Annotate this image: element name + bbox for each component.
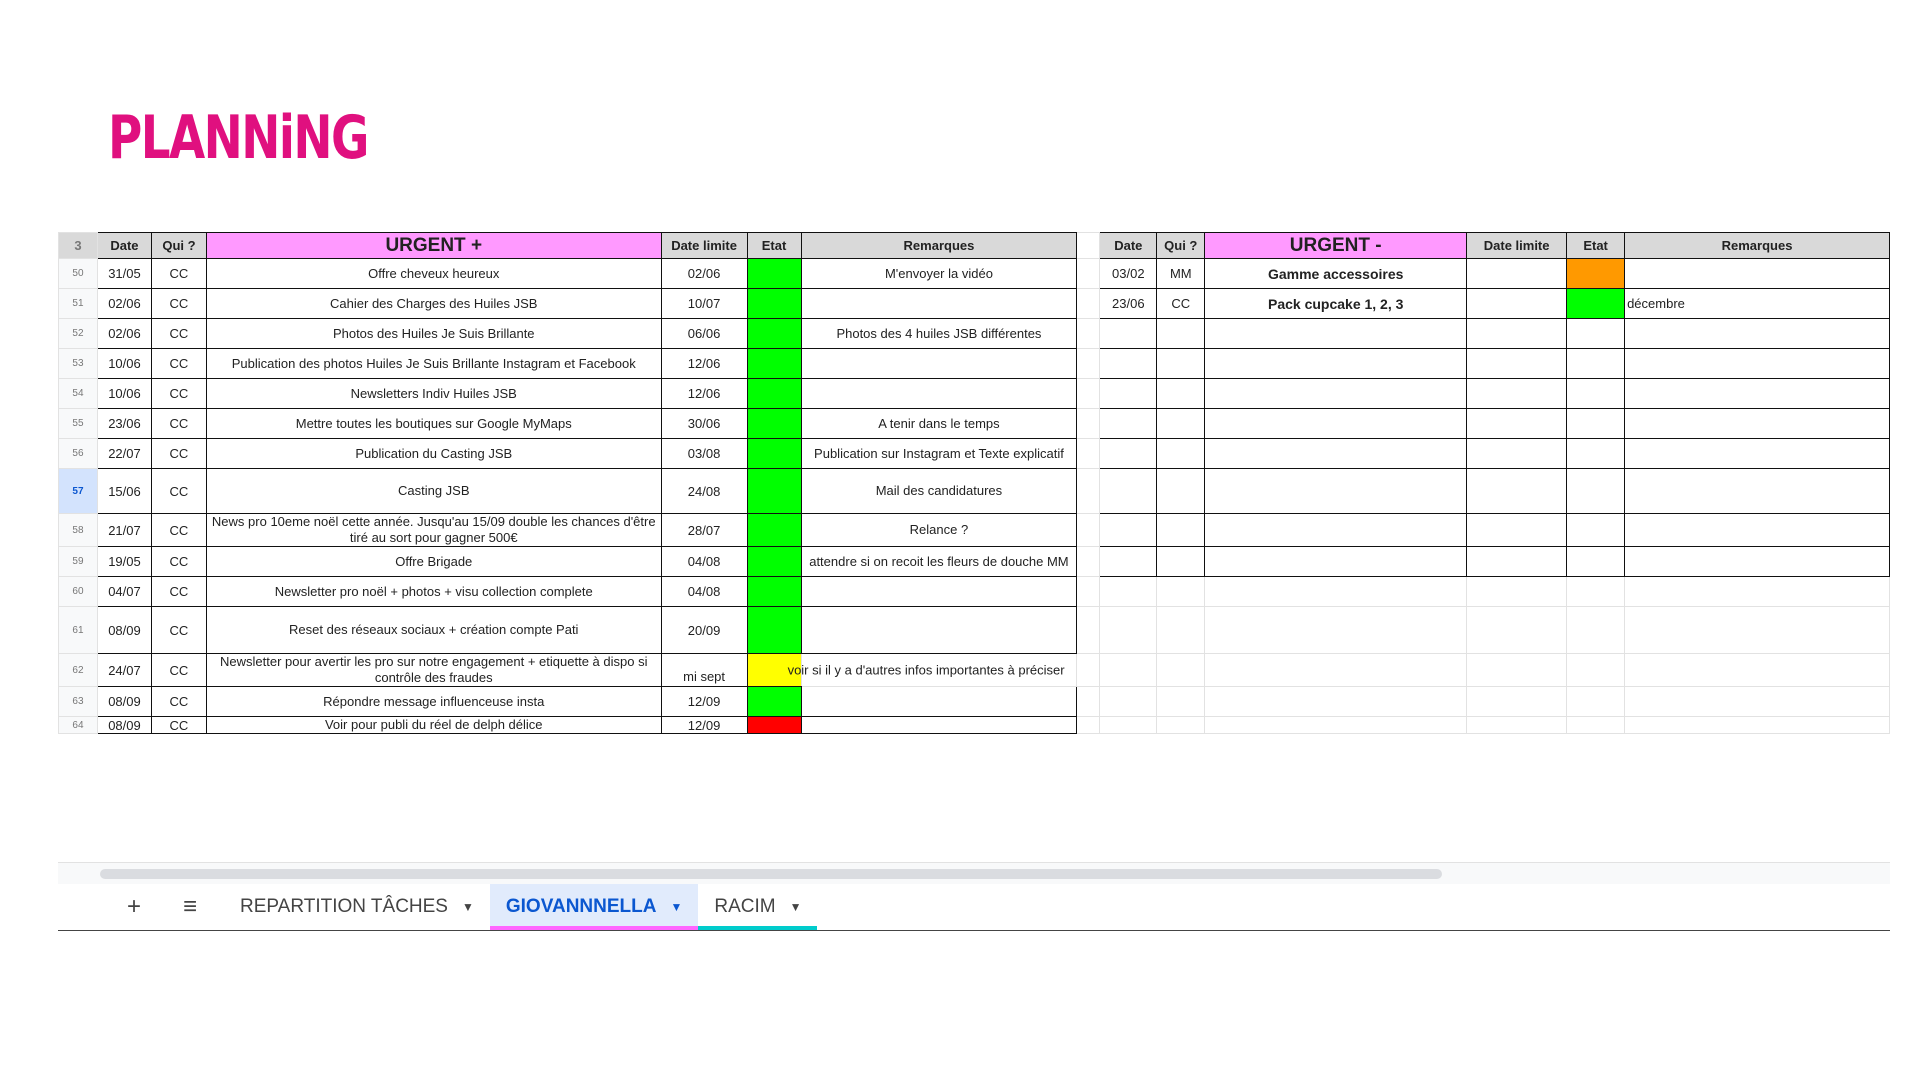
- task-cell[interactable]: Pack cupcake 1, 2, 3: [1205, 289, 1467, 319]
- deadline-cell[interactable]: 04/08: [661, 547, 747, 577]
- date-cell[interactable]: [1100, 349, 1157, 379]
- row-number[interactable]: 59: [59, 547, 98, 577]
- date-cell[interactable]: 10/06: [97, 379, 151, 409]
- date-cell[interactable]: 22/07: [97, 439, 151, 469]
- date-cell[interactable]: [1100, 469, 1157, 514]
- column-header[interactable]: Qui ?: [151, 233, 206, 259]
- status-cell[interactable]: [1567, 547, 1625, 577]
- task-cell[interactable]: Newsletter pour avertir les pro sur notre engagement + etiquette à dispo si contrôle des fraudes: [206, 654, 661, 687]
- task-cell[interactable]: Répondre message influenceuse insta: [206, 687, 661, 717]
- status-cell[interactable]: [1567, 717, 1625, 734]
- horizontal-scrollbar[interactable]: [58, 862, 1890, 885]
- task-cell[interactable]: [1205, 717, 1467, 734]
- date-cell[interactable]: [1100, 409, 1157, 439]
- table-row: [59, 654, 1890, 687]
- row-number[interactable]: 62: [59, 654, 98, 687]
- remark-cell[interactable]: [1625, 654, 1890, 687]
- column-header[interactable]: Remarques: [801, 233, 1077, 259]
- owner-cell[interactable]: [1157, 439, 1205, 469]
- gap-cell[interactable]: [1077, 349, 1100, 379]
- row-number[interactable]: 50: [59, 259, 98, 289]
- remark-cell[interactable]: M'envoyer la vidéo: [801, 259, 1077, 289]
- status-cell[interactable]: [1567, 409, 1625, 439]
- owner-cell[interactable]: CC: [151, 349, 206, 379]
- task-cell[interactable]: [1205, 607, 1467, 654]
- sheet-tab-bar: [58, 884, 1890, 931]
- remark-cell[interactable]: [801, 349, 1077, 379]
- deadline-cell[interactable]: 10/07: [661, 289, 747, 319]
- tab-repartition-taches[interactable]: [224, 884, 490, 930]
- row-number[interactable]: 55: [59, 409, 98, 439]
- remark-cell[interactable]: Photos des 4 huiles JSB différentes: [801, 319, 1077, 349]
- status-cell[interactable]: [747, 469, 801, 514]
- owner-cell[interactable]: [1157, 577, 1205, 607]
- deadline-cell[interactable]: 12/09: [661, 687, 747, 717]
- table-row: [59, 577, 1890, 607]
- status-cell[interactable]: [1567, 577, 1625, 607]
- date-cell[interactable]: 08/09: [97, 607, 151, 654]
- tab-label: GIOVANNNELLA: [505, 896, 657, 917]
- gap-cell[interactable]: [1077, 289, 1100, 319]
- status-cell[interactable]: [1567, 654, 1625, 687]
- gap-cell[interactable]: [1077, 687, 1100, 717]
- task-cell[interactable]: Offre Brigade: [206, 547, 661, 577]
- remark-cell[interactable]: [1625, 607, 1890, 654]
- row-number[interactable]: 52: [59, 319, 98, 349]
- owner-cell[interactable]: [1157, 514, 1205, 547]
- task-cell[interactable]: [1205, 547, 1467, 577]
- gap-cell[interactable]: [1077, 654, 1100, 687]
- status-cell[interactable]: [747, 514, 801, 547]
- owner-cell[interactable]: CC: [151, 654, 206, 687]
- owner-cell[interactable]: CC: [151, 469, 206, 514]
- date-cell[interactable]: 10/06: [97, 349, 151, 379]
- date-cell[interactable]: 08/09: [97, 687, 151, 717]
- column-header[interactable]: URGENT +: [206, 233, 661, 259]
- deadline-cell[interactable]: 12/09: [661, 717, 747, 734]
- date-cell[interactable]: [1100, 439, 1157, 469]
- owner-cell[interactable]: [1157, 349, 1205, 379]
- task-cell[interactable]: Newsletters Indiv Huiles JSB: [206, 379, 661, 409]
- gap-cell[interactable]: [1077, 514, 1100, 547]
- date-cell[interactable]: [1100, 654, 1157, 687]
- gap-cell[interactable]: [1077, 439, 1100, 469]
- task-cell[interactable]: Casting JSB: [206, 469, 661, 514]
- task-cell[interactable]: Cahier des Charges des Huiles JSB: [206, 289, 661, 319]
- table-row: [59, 514, 1890, 547]
- remark-cell[interactable]: [1625, 379, 1890, 409]
- deadline-cell[interactable]: 12/06: [661, 379, 747, 409]
- date-cell[interactable]: 19/05: [97, 547, 151, 577]
- table-row: [59, 349, 1890, 379]
- remark-cell[interactable]: [1625, 577, 1890, 607]
- remark-cell[interactable]: [1625, 349, 1890, 379]
- deadline-cell[interactable]: [1467, 409, 1567, 439]
- task-cell[interactable]: Gamme accessoires: [1205, 259, 1467, 289]
- task-cell[interactable]: Reset des réseaux sociaux + création compte Pati: [206, 607, 661, 654]
- gap-cell[interactable]: [1077, 469, 1100, 514]
- table-row: [59, 717, 1890, 734]
- date-cell[interactable]: [1100, 577, 1157, 607]
- owner-cell[interactable]: CC: [151, 259, 206, 289]
- status-cell[interactable]: [747, 349, 801, 379]
- deadline-cell[interactable]: 12/06: [661, 349, 747, 379]
- task-cell[interactable]: Photos des Huiles Je Suis Brillante: [206, 319, 661, 349]
- remark-cell[interactable]: [1625, 259, 1890, 289]
- status-cell[interactable]: [747, 409, 801, 439]
- gap-cell[interactable]: [1077, 379, 1100, 409]
- remark-cell[interactable]: [1625, 687, 1890, 717]
- deadline-cell[interactable]: [1467, 259, 1567, 289]
- table-row: [59, 259, 1890, 289]
- task-cell[interactable]: [1205, 654, 1467, 687]
- status-cell[interactable]: [747, 259, 801, 289]
- column-header[interactable]: Etat: [1567, 233, 1625, 259]
- owner-cell[interactable]: [1157, 687, 1205, 717]
- status-cell[interactable]: [747, 547, 801, 577]
- task-cell[interactable]: Offre cheveux heureux: [206, 259, 661, 289]
- column-header[interactable]: URGENT -: [1205, 233, 1467, 259]
- deadline-cell[interactable]: [1467, 349, 1567, 379]
- owner-cell[interactable]: CC: [151, 409, 206, 439]
- deadline-cell[interactable]: [1467, 514, 1567, 547]
- add-sheet-button[interactable]: [106, 884, 162, 930]
- planning-grid[interactable]: [58, 232, 1890, 734]
- status-cell[interactable]: [747, 717, 801, 734]
- owner-cell[interactable]: [1157, 717, 1205, 734]
- date-cell[interactable]: 15/06: [97, 469, 151, 514]
- task-cell[interactable]: [1205, 349, 1467, 379]
- owner-cell[interactable]: [1157, 607, 1205, 654]
- gap-cell[interactable]: [1077, 409, 1100, 439]
- deadline-cell[interactable]: [1467, 547, 1567, 577]
- task-cell[interactable]: Newsletter pro noël + photos + visu collection complete: [206, 577, 661, 607]
- gap-cell[interactable]: [1077, 717, 1100, 734]
- row-number[interactable]: 51: [59, 289, 98, 319]
- remark-cell[interactable]: A tenir dans le temps: [801, 409, 1077, 439]
- status-cell[interactable]: [1567, 259, 1625, 289]
- owner-cell[interactable]: CC: [151, 607, 206, 654]
- status-cell[interactable]: [747, 379, 801, 409]
- status-cell[interactable]: [747, 289, 801, 319]
- task-cell[interactable]: [1205, 687, 1467, 717]
- remark-cell[interactable]: [1625, 514, 1890, 547]
- table-row: [59, 379, 1890, 409]
- row-number[interactable]: 3: [59, 233, 98, 259]
- deadline-cell[interactable]: 24/08: [661, 469, 747, 514]
- row-number[interactable]: 63: [59, 687, 98, 717]
- owner-cell[interactable]: CC: [151, 547, 206, 577]
- status-cell[interactable]: [1567, 687, 1625, 717]
- date-cell[interactable]: 02/06: [97, 289, 151, 319]
- deadline-cell[interactable]: [1467, 469, 1567, 514]
- owner-cell[interactable]: CC: [151, 289, 206, 319]
- header-row: [59, 233, 1890, 259]
- owner-cell[interactable]: [1157, 319, 1205, 349]
- date-cell[interactable]: 02/06: [97, 319, 151, 349]
- column-header[interactable]: Date limite: [1467, 233, 1567, 259]
- row-number[interactable]: 60: [59, 577, 98, 607]
- date-cell[interactable]: 23/06: [1100, 289, 1157, 319]
- owner-cell[interactable]: CC: [151, 687, 206, 717]
- row-number[interactable]: 53: [59, 349, 98, 379]
- date-cell[interactable]: 23/06: [97, 409, 151, 439]
- list-icon: ≡: [182, 893, 197, 920]
- date-cell[interactable]: [1100, 547, 1157, 577]
- date-cell[interactable]: 03/02: [1100, 259, 1157, 289]
- remark-cell[interactable]: [801, 607, 1077, 654]
- column-header[interactable]: Date: [1100, 233, 1157, 259]
- table-row: [59, 439, 1890, 469]
- row-number[interactable]: 64: [59, 717, 98, 734]
- task-cell[interactable]: [1205, 439, 1467, 469]
- date-cell[interactable]: 04/07: [97, 577, 151, 607]
- column-header[interactable]: Remarques: [1625, 233, 1890, 259]
- remark-cell[interactable]: attendre si on recoit les fleurs de douche MM: [801, 547, 1077, 577]
- date-cell[interactable]: [1100, 607, 1157, 654]
- remark-cell[interactable]: [1625, 319, 1890, 349]
- task-cell[interactable]: Publication du Casting JSB: [206, 439, 661, 469]
- deadline-cell[interactable]: [1467, 687, 1567, 717]
- remark-cell[interactable]: [801, 577, 1077, 607]
- tab-color-indicator: [490, 926, 698, 930]
- deadline-cell[interactable]: 20/09: [661, 607, 747, 654]
- status-cell[interactable]: [1567, 469, 1625, 514]
- task-cell[interactable]: [1205, 577, 1467, 607]
- deadline-cell[interactable]: [1467, 607, 1567, 654]
- owner-cell[interactable]: CC: [151, 379, 206, 409]
- remark-cell[interactable]: [1625, 547, 1890, 577]
- status-cell[interactable]: [747, 687, 801, 717]
- deadline-cell[interactable]: [1467, 439, 1567, 469]
- task-cell[interactable]: [1205, 409, 1467, 439]
- remark-text: voir si il y a d'autres infos importantes à préciser: [787, 662, 1065, 678]
- column-header[interactable]: Qui ?: [1157, 233, 1205, 259]
- status-cell[interactable]: [1567, 319, 1625, 349]
- task-cell[interactable]: Publication des photos Huiles Je Suis Brillante Instagram et Facebook: [206, 349, 661, 379]
- remark-cell[interactable]: [1625, 717, 1890, 734]
- row-number[interactable]: 57: [59, 469, 98, 514]
- date-cell[interactable]: [1100, 319, 1157, 349]
- gap-cell[interactable]: [1077, 259, 1100, 289]
- deadline-cell[interactable]: mi sept: [661, 654, 747, 687]
- all-sheets-button[interactable]: [162, 884, 218, 930]
- gap-cell[interactable]: [1077, 233, 1100, 259]
- status-cell[interactable]: [1567, 349, 1625, 379]
- deadline-cell[interactable]: 06/06: [661, 319, 747, 349]
- page-title: PLANNiNG: [108, 103, 368, 173]
- owner-cell[interactable]: CC: [151, 514, 206, 547]
- owner-cell[interactable]: CC: [151, 319, 206, 349]
- caret-down-icon[interactable]: ▼: [670, 900, 683, 914]
- owner-cell[interactable]: CC: [151, 717, 206, 734]
- deadline-cell[interactable]: [1467, 289, 1567, 319]
- task-cell[interactable]: News pro 10eme noël cette année. Jusqu'au 15/09 double les chances d'être tiré au sort pour gagner 500€: [206, 514, 661, 547]
- status-cell[interactable]: [747, 654, 1065, 687]
- owner-cell[interactable]: [1157, 547, 1205, 577]
- tab-label: RACIM: [714, 896, 776, 917]
- tab-label: REPARTITION TÂCHES: [240, 896, 448, 917]
- column-header[interactable]: Etat: [747, 233, 801, 259]
- gap-cell[interactable]: [1077, 577, 1100, 607]
- date-cell[interactable]: [1100, 514, 1157, 547]
- status-cell[interactable]: [1567, 289, 1625, 319]
- table-row: [59, 687, 1890, 717]
- gap-cell[interactable]: [1077, 547, 1100, 577]
- gap-cell[interactable]: [1077, 607, 1100, 654]
- owner-cell[interactable]: CC: [151, 577, 206, 607]
- owner-cell[interactable]: CC: [151, 439, 206, 469]
- spreadsheet[interactable]: [58, 232, 1890, 931]
- table-row: [59, 409, 1890, 439]
- column-header[interactable]: Date limite: [661, 233, 747, 259]
- deadline-cell[interactable]: 02/06: [661, 259, 747, 289]
- remark-cell[interactable]: [1625, 469, 1890, 514]
- table-row: [59, 469, 1890, 514]
- remark-cell[interactable]: Relance ?: [801, 514, 1077, 547]
- deadline-cell[interactable]: [1467, 577, 1567, 607]
- remark-cell[interactable]: Publication sur Instagram et Texte explicatif: [801, 439, 1077, 469]
- deadline-cell[interactable]: 03/08: [661, 439, 747, 469]
- owner-cell[interactable]: [1157, 654, 1205, 687]
- remark-cell[interactable]: [801, 687, 1077, 717]
- remark-cell[interactable]: Mail des candidatures: [801, 469, 1077, 514]
- date-cell[interactable]: 21/07: [97, 514, 151, 547]
- remark-cell[interactable]: [1625, 439, 1890, 469]
- task-cell[interactable]: Mettre toutes les boutiques sur Google MyMaps: [206, 409, 661, 439]
- tab-color-indicator: [698, 926, 817, 930]
- owner-cell[interactable]: MM: [1157, 259, 1205, 289]
- deadline-cell[interactable]: 30/06: [661, 409, 747, 439]
- owner-cell[interactable]: [1157, 469, 1205, 514]
- status-cell[interactable]: [1567, 439, 1625, 469]
- deadline-cell[interactable]: [1467, 319, 1567, 349]
- status-cell[interactable]: [747, 577, 801, 607]
- task-cell[interactable]: Voir pour publi du réel de delph délice: [206, 717, 661, 734]
- table-row: [59, 547, 1890, 577]
- row-number[interactable]: 54: [59, 379, 98, 409]
- table-row: [59, 319, 1890, 349]
- date-cell[interactable]: 31/05: [97, 259, 151, 289]
- status-cell[interactable]: [747, 439, 801, 469]
- task-cell[interactable]: [1205, 319, 1467, 349]
- remark-cell[interactable]: [801, 717, 1077, 734]
- gap-cell[interactable]: [1077, 319, 1100, 349]
- deadline-cell[interactable]: [1467, 717, 1567, 734]
- tab-racim[interactable]: [698, 884, 817, 930]
- tab-giovannnella[interactable]: [490, 884, 698, 930]
- plus-icon: +: [126, 893, 141, 920]
- scrollbar-thumb[interactable]: [100, 869, 1442, 879]
- owner-cell[interactable]: [1157, 409, 1205, 439]
- date-cell[interactable]: [1100, 687, 1157, 717]
- task-cell[interactable]: [1205, 379, 1467, 409]
- deadline-cell[interactable]: [1467, 654, 1567, 687]
- date-cell[interactable]: 24/07: [97, 654, 151, 687]
- task-cell[interactable]: [1205, 514, 1467, 547]
- row-number[interactable]: 56: [59, 439, 98, 469]
- column-header[interactable]: Date: [97, 233, 151, 259]
- date-cell[interactable]: [1100, 717, 1157, 734]
- deadline-cell[interactable]: 28/07: [661, 514, 747, 547]
- deadline-cell[interactable]: 04/08: [661, 577, 747, 607]
- caret-down-icon[interactable]: ▼: [461, 900, 474, 914]
- row-number[interactable]: 61: [59, 607, 98, 654]
- date-cell[interactable]: [1100, 379, 1157, 409]
- remark-cell[interactable]: [801, 289, 1077, 319]
- row-number[interactable]: 58: [59, 514, 98, 547]
- date-cell[interactable]: 08/09: [97, 717, 151, 734]
- status-cell[interactable]: [1567, 379, 1625, 409]
- status-cell[interactable]: [747, 319, 801, 349]
- deadline-cell[interactable]: [1467, 379, 1567, 409]
- status-cell[interactable]: [747, 607, 801, 654]
- table-row: [59, 289, 1890, 319]
- owner-cell[interactable]: [1157, 379, 1205, 409]
- table-row: [59, 607, 1890, 654]
- caret-down-icon[interactable]: ▼: [789, 900, 802, 914]
- task-cell[interactable]: [1205, 469, 1467, 514]
- remark-cell[interactable]: [801, 379, 1077, 409]
- remark-cell[interactable]: [1625, 409, 1890, 439]
- owner-cell[interactable]: CC: [1157, 289, 1205, 319]
- status-cell[interactable]: [1567, 514, 1625, 547]
- remark-cell[interactable]: décembre: [1625, 289, 1890, 319]
- status-cell[interactable]: [1567, 607, 1625, 654]
